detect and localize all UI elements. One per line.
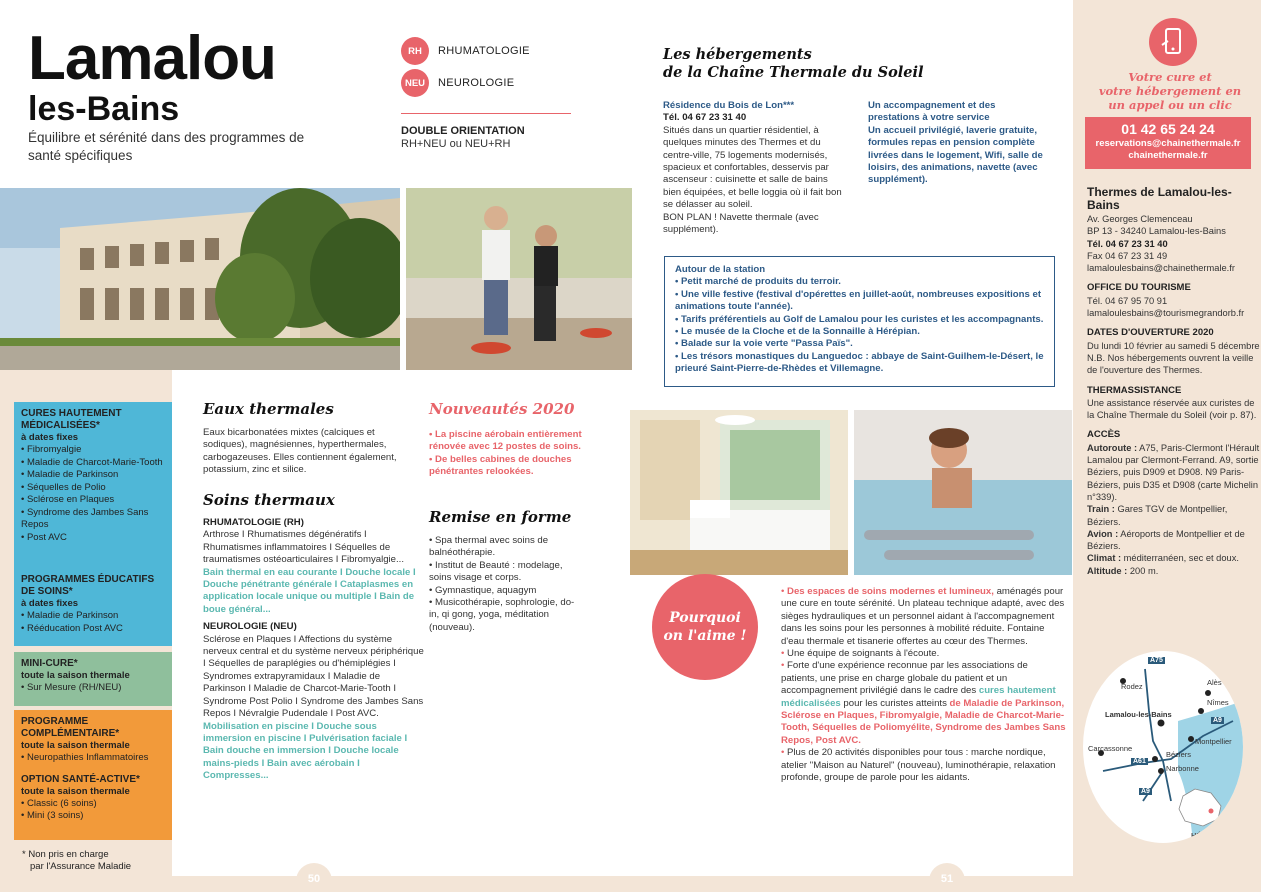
climat: Climat : méditerranéen, sec et doux.	[1087, 553, 1239, 564]
acces-auto: Autoroute : A75, Paris-Clermont l'Hérault Lamalou par Clermont-Ferrand. A9, sortie Béziers, puis D909 et D908. N9 Paris-Béziers, puis D35 et D908 (carte Michelin n°339).	[1087, 442, 1260, 502]
station-title: Autour de la station	[675, 264, 766, 275]
list-item: • Neuropathies Inflammatoires	[21, 752, 165, 765]
station-item: • Tarifs préférentiels au Golf de Lamalou pour les curistes et les accompagnants.	[675, 313, 1044, 325]
page-number-left: 50	[296, 863, 332, 892]
footnote	[22, 849, 131, 873]
list-item: • Musicothérapie, sophrologie, do-in, qi gong, yoga, méditation (nouveau).	[429, 597, 575, 633]
programmes-box	[14, 568, 172, 646]
map-label: A75	[1150, 657, 1163, 664]
neu-text: Sclérose en Plaques I Affections du système nerveux central et du système nerveux périphérique I Séquelles de paraplégies ou d'hémiplégies I Syndromes extrapyramidaux I Maladie de Parkinson I Maladie de Charcot-Marie-Tooth I Syndrome Post Polio I Syndrome des Jambes Sans Repos I Névralgie Pudendale I Post AVC.	[203, 633, 424, 720]
list-item: • Rééducation Post AVC	[21, 623, 165, 636]
minicure-sub: toute la saison thermale	[21, 670, 130, 681]
tourisme-tel: Tél. 04 67 95 70 91	[1087, 295, 1168, 306]
cta-text	[1085, 70, 1255, 112]
map-label: Alès	[1207, 678, 1222, 687]
complementaire-sub: toute la saison thermale	[21, 740, 130, 751]
pourquoi-p2: • Une équipe de soignants à l'écoute.	[781, 648, 940, 660]
assist-title: THERMASSISTANCE	[1087, 384, 1182, 396]
station-box	[664, 256, 1055, 387]
accomp-text: Un accueil privilégié, laverie gratuite, formules repas en pension complète livrées dans le logement, Wifi, salle de loisirs, des animations, navette (avec supplément).	[868, 124, 1043, 186]
dates-title: DATES D'OUVERTURE 2020	[1087, 327, 1214, 339]
page-subtitle: Équilibre et sérénité dans des programmes de santé spécifiques	[28, 130, 305, 163]
map-label: Montpellier	[1195, 737, 1232, 746]
hebergements-title	[663, 46, 924, 82]
cta-line2: votre hébergement en	[1098, 84, 1242, 98]
pourquoi-p3: • Forte d'une expérience reconnue par les associations de patients, une prise en charge globale du patient et un accompagnement privilégié dans le cadre des cures hautement médicalisées pour les curistes atteints de Maladie de Parkinson, Sclérose en Plaques, Fibromyalgie, Maladie de Charcot-Marie-Tooth, Séquelles de Poliomyélite, Syndrome des Jambes Sans Repos, Post AVC.	[781, 660, 1066, 746]
residence-text: Situés dans un quartier résidentiel, à quelques minutes des Thermes et du centre-ville, 75 logements modernisés, spacieux et confortables, desservis par ascenseur : cuisinette et salle de bains bien équipées, et belle loggia où il fait bon se délasser au soleil.	[663, 124, 842, 211]
badge-rh-code: RH	[401, 37, 429, 65]
divider	[401, 113, 571, 114]
badge-neu-label: NEUROLOGIE	[438, 77, 515, 89]
double-orientation-text: RH+NEU ou NEU+RH	[401, 138, 511, 150]
list-item: • Gymnastique, aquagym	[429, 584, 537, 596]
cures-box	[14, 402, 172, 568]
residence-block	[663, 100, 843, 236]
room-photo	[630, 410, 848, 575]
cures-title: CURES HAUTEMENT MÉDICALISÉES*	[21, 408, 122, 431]
station-item: • Les trésors monastiques du Languedoc : abbaye de Saint-Guilhem-le-Désert, le prieuré Saint-Pierre-de-Rhèdes et Villemagne.	[675, 350, 1044, 375]
list-item: • Post AVC	[21, 532, 165, 545]
map-label: Nîmes	[1207, 698, 1229, 707]
tourisme-mail[interactable]: lamaloulesbains@tourismegrandorb.fr	[1087, 308, 1245, 319]
rh-soins: Bain thermal en eau courante I Douche locale I Douche pénétrante générale I Cataplasmes en application locale unique ou multiple I Bain de boue général...	[203, 566, 416, 615]
gym-photo	[406, 188, 632, 370]
rh-text: Arthrose I Rhumatismes dégénératifs I Rhumatismes inflammatoires I Séquelles de traumatismes ostéoarticulaires I Fibromyalgie...	[203, 529, 405, 566]
footnote-line1: * Non pris en charge	[22, 849, 109, 860]
pourquoi-p4: • Plus de 20 activités disponibles pour tous : marche nordique, atelier "Maison au Naturel" (nouveau), luminothérapie, relaxation profonde, groupe de parole pour les aidants.	[781, 747, 1056, 784]
remise-title: Remise en forme	[429, 508, 572, 526]
map-label: Narbonne	[1166, 764, 1199, 773]
list-item: • Mini (3 soins)	[21, 810, 165, 823]
address-line: BP 13 - 34240 Lamalou-les-Bains	[1087, 226, 1226, 237]
soins-block	[203, 517, 425, 783]
list-item: • Séquelles de Polio	[21, 482, 165, 495]
list-item: • Sur Mesure (RH/NEU)	[21, 682, 165, 695]
list-item: • Spa thermal avec soins de balnéothérapie.	[429, 535, 549, 559]
badge-neu-code: NEU	[401, 69, 429, 97]
soins-title: Soins thermaux	[203, 491, 335, 509]
thermes-fax: Fax 04 67 23 31 49	[1087, 250, 1168, 261]
list-item: • Sclérose en Plaques	[21, 494, 165, 507]
map-label: A9	[1141, 788, 1150, 795]
list-item: • Institut de Beauté : modelage, soins visage et corps.	[429, 559, 563, 584]
acces-train: Train : Gares TGV de Montpellier, Béziers.	[1087, 504, 1228, 527]
acces-title: ACCÈS	[1087, 429, 1121, 441]
pourquoi-p1: • Des espaces de soins modernes et lumineux, aménagés pour une cure en toute sérénité. Un plateau technique adapté, avec des sièges hydrauliques et un personnel aidant à l'accompagnement dans les soins pour les personnes à mobilité réduite. Fontaine d'eau thermale et tisanerie offertes au cœur des Thermes.	[781, 586, 1065, 647]
cta-email[interactable]: reservations@chainethermale.fr	[1095, 138, 1241, 149]
map-label: Béziers	[1166, 750, 1192, 759]
residence-bonplan: BON PLAN ! Navette thermale (avec supplément).	[663, 211, 819, 236]
address-line: Av. Georges Clemenceau	[1087, 214, 1193, 224]
remise-list	[429, 535, 579, 634]
list-item: • Maladie de Parkinson	[21, 469, 165, 482]
footnote-line2: par l'Assurance Maladie	[30, 861, 132, 872]
complementaire-title: PROGRAMME COMPLÉMENTAIRE*	[21, 716, 120, 739]
cta-site[interactable]: chainethermale.fr	[1128, 150, 1208, 161]
pourquoi-text	[781, 586, 1066, 785]
map-label: Lamalou-les-Bains	[1105, 710, 1172, 719]
station-item: • Le musée de la Cloche et de la Sonnaille à Hérépian.	[675, 326, 920, 338]
station-item: • Petit marché de produits du terroir.	[675, 276, 841, 288]
pool-photo	[854, 410, 1072, 575]
minicure-box	[14, 652, 172, 706]
tourisme-title: OFFICE DU TOURISME	[1087, 282, 1191, 294]
page-number-right: 51	[929, 863, 965, 892]
rh-title: RHUMATOLOGIE (RH)	[203, 517, 304, 528]
station-item: • Une ville festive (festival d'opérettes en juillet-août, nombreuses expositions et animations toute l'année).	[675, 288, 1042, 313]
dates-text: Du lundi 10 février au samedi 5 décembre N.B. Nos hébergements ouvrent la veille de l'ouverture des Thermes.	[1087, 340, 1260, 376]
altitude: Altitude : 200 m.	[1087, 565, 1159, 576]
thermes-mail[interactable]: lamaloulesbains@chainethermale.fr	[1087, 263, 1235, 274]
hebergements-title-line2: de la Chaîne Thermale du Soleil	[663, 64, 924, 81]
cta-phone[interactable]: 01 42 65 24 24	[1121, 121, 1215, 137]
cures-sub: à dates fixes	[21, 432, 79, 443]
list-item: • Fibromyalgie	[21, 444, 165, 457]
option-sub: toute la saison thermale	[21, 785, 130, 797]
minicure-title: MINI-CURE*	[21, 658, 78, 669]
badge-rh	[401, 37, 530, 65]
neu-soins: Mobilisation en piscine I Douche sous immersion en piscine I Pulvérisation faciale I Bain douche en immersion I Douche locale mains-pieds I Bain avec aérobain I Compresses...	[203, 720, 408, 782]
list-item: • La piscine aérobain entièrement rénovée avec 12 postes de soins.	[429, 429, 582, 453]
page-title: Lamalou	[28, 24, 276, 93]
list-item: • Maladie de Parkinson	[21, 610, 165, 623]
pourquoi-line2: on l'aime !	[663, 628, 747, 644]
map-label: A9	[1213, 717, 1222, 724]
accompagnement-block	[868, 100, 1048, 187]
eaux-text: Eaux bicarbonatées mixtes (calciques et sodiques), magnésiennes, hyperthermales, carbogazeuses. Elles contiennent également, potassium, zinc et silice.	[203, 427, 397, 476]
list-item: • Classic (6 soins)	[21, 798, 165, 811]
residence-tel: Tél. 04 67 23 31 40	[663, 112, 747, 124]
cta-line1: Votre cure et	[1128, 70, 1212, 84]
page-title-line2: les-Bains	[28, 90, 180, 128]
nouveautes-list	[429, 429, 589, 479]
hebergements-title-line1: Les hébergements	[663, 46, 812, 63]
option-title: OPTION SANTÉ-ACTIVE*	[21, 773, 140, 785]
nouveautes-title: Nouveautés 2020	[429, 400, 575, 418]
list-item: • Syndrome des Jambes Sans Repos	[21, 507, 165, 532]
building-photo	[0, 188, 400, 370]
thermes-title: Thermes de Lamalou-les-Bains	[1087, 185, 1232, 212]
accomp-title: Un accompagnement et des prestations à votre service	[868, 100, 996, 124]
list-item: • De belles cabines de douches pénétrantes relookées.	[429, 453, 572, 478]
map-label: Carcassonne	[1088, 744, 1133, 753]
cta-box[interactable]	[1085, 117, 1251, 169]
thermes-tel: Tél. 04 67 23 31 40	[1087, 238, 1168, 249]
map-label: A61	[1133, 758, 1146, 765]
programme-complementaire-box	[14, 710, 172, 840]
badge-rh-label: RHUMATOLOGIE	[438, 45, 530, 57]
programmes-title: PROGRAMMES ÉDUCATIFS DE SOINS*	[21, 574, 155, 597]
badge-neu	[401, 69, 514, 97]
right-info	[1087, 213, 1261, 577]
list-item: • Maladie de Charcot-Marie-Tooth	[21, 457, 165, 470]
region-map	[1083, 651, 1243, 843]
pourquoi-bubble	[652, 574, 758, 680]
pourquoi-line1: Pourquoi	[669, 610, 741, 626]
neu-title: NEUROLOGIE (NEU)	[203, 621, 297, 633]
map-label: Rodez	[1121, 682, 1143, 691]
phone-icon	[1149, 18, 1197, 66]
acces-avion: Avion : Aéroports de Montpellier et de Béziers.	[1087, 528, 1245, 552]
eaux-title: Eaux thermales	[203, 400, 334, 418]
residence-name: Résidence du Bois de Lon***	[663, 100, 795, 111]
station-item: • Balade sur la voie verte "Passa Païs".	[675, 338, 853, 350]
programmes-sub: à dates fixes	[21, 598, 79, 609]
map-region-label: HÉRAULT	[1191, 831, 1227, 840]
cta-line3: un appel ou un clic	[1108, 98, 1232, 112]
double-orientation-title: DOUBLE ORIENTATION	[401, 125, 525, 137]
assist-text: Une assistance réservée aux curistes de la Chaîne Thermale du Soleil (voir p. 87).	[1087, 397, 1257, 421]
